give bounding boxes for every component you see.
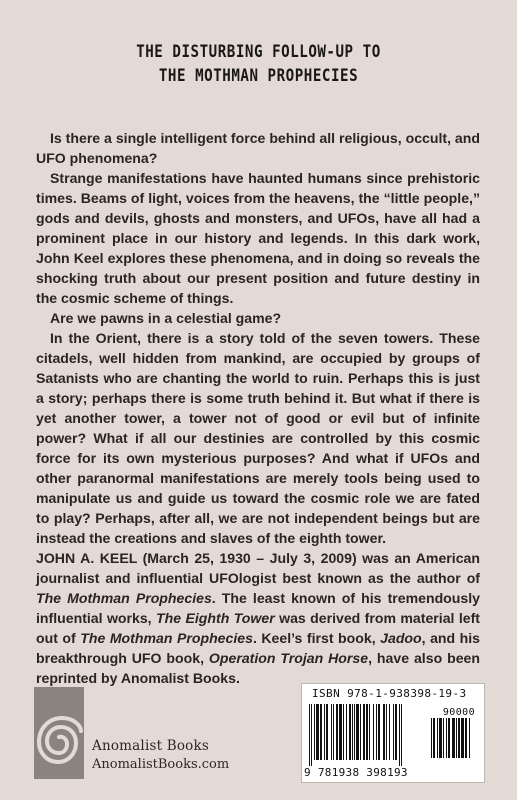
barcode-bar [469,718,470,758]
bio-title-jadoo: Jadoo [380,630,422,646]
barcode-box [301,683,485,783]
cover-headline [36,40,481,88]
bio-text-2: . The least known of his tremendously influential works, [36,590,480,626]
bio-title-trojan-horse: Operation Trojan Horse [208,650,369,666]
barcode-bar [363,704,365,760]
headline-line-2: THE MOTHMAN PROPHECIES [158,66,359,85]
addon-barcode [430,718,476,764]
barcode-bar [366,704,368,760]
barcode-bar [349,704,351,760]
blurb-paragraph-2: Strange manifestations have haunted humans since prehistoric times. Beams of light, voices from the heavens, the “little people,” gods and devils, ghosts and monsters, and UFOs, have all had a prominent place in our history and legends. In this dark work, John Keel explores these phenomena, and in doing so reveals the shocking truth about our present position and future destiny in the cosmic scheme of things. [36,170,480,306]
bio-title-mothman-2: The Mothman Prophecies [80,630,253,646]
barcode-bar [437,718,438,758]
blurb-paragraph-3: Are we pawns in a celestial game? [50,310,282,326]
barcode-bar [378,704,380,760]
barcode-bar [314,704,315,760]
bio-title-mothman: The Mothman Prophecies [36,590,212,606]
barcode-bar [333,704,334,760]
barcode-bar [399,704,400,766]
barcode-bar [309,704,310,766]
barcode-bar [383,704,385,760]
price-code: 90000 [442,707,475,718]
barcode-bar [401,704,402,766]
bio-title-eighth-tower: The Eighth Tower [156,610,275,626]
spiral-logo-icon [34,687,84,779]
barcode-bar [360,704,361,760]
barcode-bar [443,718,444,758]
barcode-bar [458,718,460,758]
barcode-bar [439,718,442,758]
barcode-bar [343,704,344,760]
barcode-bar [311,704,312,766]
blurb-paragraph-4: In the Orient, there is a story told of the seven towers. These citadels, well hidden from mankind, are occupied by groups of Satanists who are chanting the world to ruin. Perhaps this is just a story; perhaps there is some truth behind it. But what if there is yet another tower, a tower not of good or evil but of infinite power? What if all our destinies are controlled by this cosmic force for its own mysterious purposes? And what if UFOs and other paranormal manifestations are merely tools being used to manipulate us and guide us toward the cosmic role we are fated to play? Perhaps, after all, we are not independent beings but are instead the creations and slaves of the eighth tower. [36,330,480,546]
author-bio [36,548,480,688]
barcode-bar [336,704,338,760]
barcode-bar [339,704,342,760]
ean-barcode [308,704,426,766]
barcode-bar [316,704,319,760]
barcode-bar [395,704,397,760]
barcode-bar [352,704,353,760]
barcode-bar [373,704,374,760]
barcode-bar [461,718,464,758]
barcode-bar [320,704,322,760]
barcode-bar [346,704,347,760]
bio-text-4: . Keel’s first book, [252,630,381,646]
barcode-bar [431,718,432,758]
publisher-name: Anomalist Books [92,738,209,754]
blurb [36,128,480,548]
barcode-bar [393,704,394,760]
publisher-url: AnomalistBooks.com [92,757,230,772]
ean-digits: 9 781938 398193 [304,766,408,779]
bio-text-1: JOHN A. KEEL (March 25, 1930 – July 3, 2009) was an American journalist and influential UFOlogist best known as the author of [36,550,480,586]
barcode-bar [376,704,377,760]
barcode-bar [448,718,450,758]
bio-text-6: , have also been reprinted by Anomalist Books. [36,650,480,686]
barcode-bar [326,704,328,760]
barcode-bar [386,704,387,760]
barcode-bar [446,718,447,758]
barcode-bar [433,718,435,758]
barcode-bar [389,704,390,760]
barcode-bar [331,704,332,760]
barcode-bar [354,704,355,760]
barcode-bar [369,704,370,760]
headline-line-1: THE DISTURBING FOLLOW-UP TO [136,42,381,61]
barcode-bar [452,718,455,758]
barcode-bar [356,704,359,760]
barcode-bar [324,704,325,760]
isbn-text: ISBN 978-1-938398-19-3 [312,687,467,700]
blurb-paragraph-1: Is there a single intelligent force behind all religious, occult, and UFO phenomena? [36,130,480,166]
bio-text-5: , and his breakthrough UFO book, [36,630,481,666]
bio-text-3: was derived from material left out of [36,610,480,646]
barcode-bar [456,718,457,758]
barcode-bar [465,718,467,758]
